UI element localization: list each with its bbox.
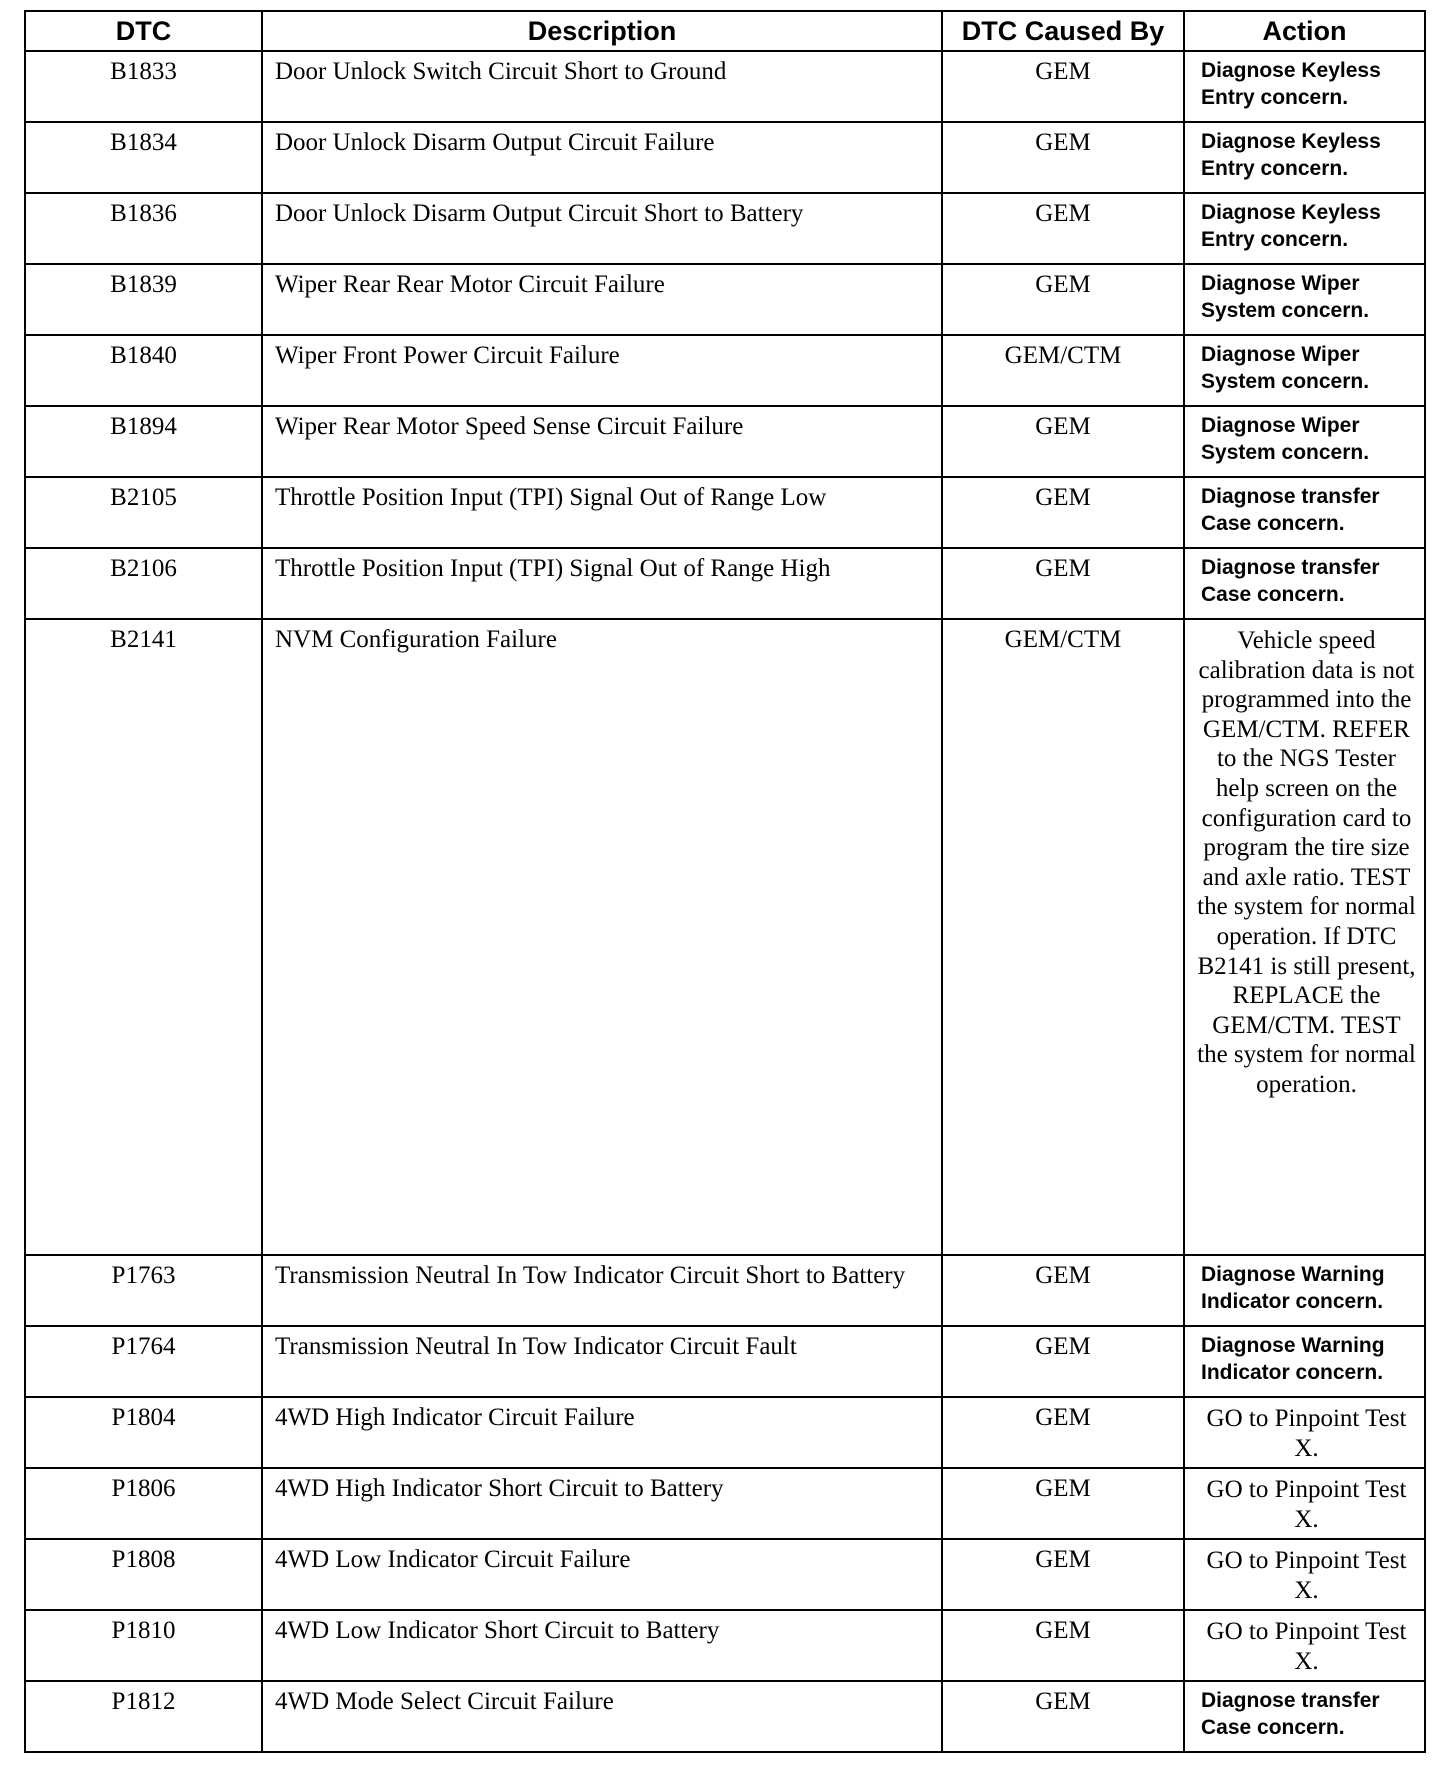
table-row <box>25 1539 1425 1610</box>
dtc-code: P1812 <box>111 1688 176 1715</box>
dtc-action: Diagnose Warning Indicator concern. <box>1201 1334 1385 1384</box>
table-row <box>25 1397 1425 1468</box>
dtc-caused-by: GEM <box>1035 555 1091 582</box>
dtc-caused-by: GEM <box>1035 200 1091 227</box>
table-row <box>25 1468 1425 1539</box>
dtc-action: GO to Pinpoint Test X. <box>1206 1618 1407 1675</box>
dtc-caused-by: GEM <box>1035 484 1091 511</box>
dtc-description: 4WD Mode Select Circuit Failure <box>275 1688 614 1715</box>
dtc-code: B1836 <box>110 200 177 227</box>
dtc-code: B1834 <box>110 129 177 156</box>
dtc-action: Diagnose transfer Case concern. <box>1201 485 1380 535</box>
dtc-description: Wiper Rear Rear Motor Circuit Failure <box>275 271 665 298</box>
dtc-action: Diagnose Wiper System concern. <box>1201 272 1370 322</box>
table-row <box>25 193 1425 264</box>
dtc-description: Door Unlock Disarm Output Circuit Failure <box>275 129 715 156</box>
dtc-code: B1833 <box>110 58 177 85</box>
table-row <box>25 406 1425 477</box>
table-row <box>25 51 1425 122</box>
table-row <box>25 1326 1425 1397</box>
header-description: Description <box>262 11 942 51</box>
table-header-row <box>25 11 1425 51</box>
dtc-code: B2105 <box>110 484 177 511</box>
dtc-action: Diagnose transfer Case concern. <box>1201 1689 1380 1739</box>
dtc-caused-by: GEM/CTM <box>1004 342 1122 369</box>
dtc-code: B1894 <box>110 413 177 440</box>
dtc-action: GO to Pinpoint Test X. <box>1206 1405 1407 1462</box>
table-row <box>25 477 1425 548</box>
header-action: Action <box>1184 11 1425 51</box>
dtc-action: Vehicle speed calibration data is not programmed into the GEM/CTM. REFER to the NGS Tester help screen on the configuration card to program the tire size and axle ratio. TEST the system for normal operation. If DTC B2141 is still present, REPLACE the GEM/CTM. TEST the system for normal operation. <box>1197 627 1416 1098</box>
dtc-code: B2141 <box>110 626 177 653</box>
table-row <box>25 1255 1425 1326</box>
header-caused-by: DTC Caused By <box>942 11 1184 51</box>
table-row <box>25 335 1425 406</box>
header-dtc: DTC <box>25 11 262 51</box>
dtc-description: Throttle Position Input (TPI) Signal Out of Range Low <box>275 484 827 511</box>
dtc-caused-by: GEM <box>1035 1617 1091 1644</box>
dtc-action: Diagnose Wiper System concern. <box>1201 414 1370 464</box>
dtc-description: Transmission Neutral In Tow Indicator Circuit Fault <box>275 1333 797 1360</box>
dtc-code: B1839 <box>110 271 177 298</box>
dtc-action: Diagnose transfer Case concern. <box>1201 556 1380 606</box>
dtc-description: Throttle Position Input (TPI) Signal Out of Range High <box>275 555 831 582</box>
dtc-caused-by: GEM <box>1035 1475 1091 1502</box>
dtc-caused-by: GEM <box>1035 129 1091 156</box>
dtc-code: P1804 <box>111 1404 176 1431</box>
dtc-action: Diagnose Wiper System concern. <box>1201 343 1370 393</box>
dtc-code: P1764 <box>111 1333 176 1360</box>
dtc-code: P1763 <box>111 1262 176 1289</box>
dtc-caused-by: GEM <box>1035 1688 1091 1715</box>
dtc-action: GO to Pinpoint Test X. <box>1206 1547 1407 1604</box>
dtc-code: P1808 <box>111 1546 176 1573</box>
dtc-description: 4WD Low Indicator Short Circuit to Battery <box>275 1617 720 1644</box>
dtc-action: Diagnose Keyless Entry concern. <box>1201 201 1381 251</box>
dtc-code: B2106 <box>110 555 177 582</box>
dtc-code: P1806 <box>111 1475 176 1502</box>
dtc-action: Diagnose Warning Indicator concern. <box>1201 1263 1385 1313</box>
dtc-caused-by: GEM <box>1035 1546 1091 1573</box>
table-row <box>25 122 1425 193</box>
dtc-caused-by: GEM <box>1035 1262 1091 1289</box>
dtc-table <box>24 10 1426 1753</box>
dtc-description: 4WD High Indicator Circuit Failure <box>275 1404 635 1431</box>
dtc-action: GO to Pinpoint Test X. <box>1206 1476 1407 1533</box>
table-row <box>25 548 1425 619</box>
dtc-description: Wiper Front Power Circuit Failure <box>275 342 620 369</box>
dtc-action: Diagnose Keyless Entry concern. <box>1201 59 1381 109</box>
table-row <box>25 1681 1425 1752</box>
dtc-caused-by: GEM <box>1035 1333 1091 1360</box>
dtc-code: B1840 <box>110 342 177 369</box>
dtc-description: 4WD Low Indicator Circuit Failure <box>275 1546 631 1573</box>
dtc-action: Diagnose Keyless Entry concern. <box>1201 130 1381 180</box>
dtc-caused-by: GEM <box>1035 271 1091 298</box>
dtc-description: Door Unlock Disarm Output Circuit Short to Battery <box>275 200 804 227</box>
dtc-description: Wiper Rear Motor Speed Sense Circuit Failure <box>275 413 744 440</box>
dtc-caused-by: GEM <box>1035 1404 1091 1431</box>
dtc-caused-by: GEM/CTM <box>1004 626 1122 653</box>
table-row <box>25 1610 1425 1681</box>
dtc-description: Door Unlock Switch Circuit Short to Ground <box>275 58 727 85</box>
dtc-description: 4WD High Indicator Short Circuit to Battery <box>275 1475 724 1502</box>
table-row <box>25 619 1425 1255</box>
dtc-description: NVM Configuration Failure <box>275 626 557 653</box>
dtc-caused-by: GEM <box>1035 413 1091 440</box>
dtc-description: Transmission Neutral In Tow Indicator Circuit Short to Battery <box>275 1262 906 1289</box>
table-row <box>25 264 1425 335</box>
dtc-caused-by: GEM <box>1035 58 1091 85</box>
dtc-code: P1810 <box>111 1617 176 1644</box>
